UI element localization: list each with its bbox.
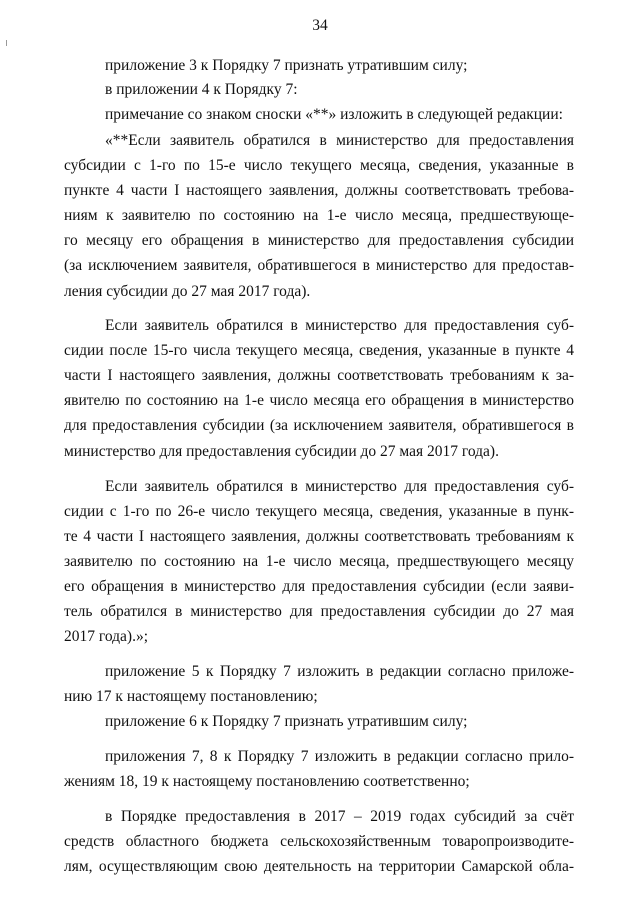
text-line: примечание со знаком сноски «**» изложить в следующей редакции:	[105, 106, 563, 123]
text-line: сидии с 1-го по 26-е число текущего месяца, сведения, указанные в пунк-	[64, 503, 574, 520]
text-line: нию 17 к настоящему постановлению;	[64, 688, 318, 705]
text-line: приложение 3 к Порядку 7 признать утратившим силу;	[105, 57, 468, 74]
text-line: для предоставления субсидии (за исключением заявителя, обратившегося в	[64, 417, 574, 434]
text-line: приложение 5 к Порядку 7 изложить в редакции согласно приложе-	[105, 663, 574, 680]
text-line: лям, осуществляющим свою деятельность на территории Самарской обла-	[64, 858, 574, 875]
text-line: явителю по состоянию на 1-е число месяца его обращения в министерство	[64, 392, 574, 409]
text-line: (за исключением заявителя, обратившегося в министерство для предостав-	[64, 257, 574, 274]
text-line: средств областного бюджета сельскохозяйственным товаропроизводите-	[64, 833, 574, 850]
text-line: Если заявитель обратился в министерство для предоставления суб-	[105, 478, 574, 495]
text-line: ниям к заявителю по состоянию на 1-е число месяца, предшествующе-	[64, 207, 574, 224]
text-line: приложение 6 к Порядку 7 признать утратившим силу;	[105, 713, 468, 730]
text-line: сидии после 15-го числа текущего месяца, сведения, указанные в пункте 4	[64, 342, 574, 359]
text-line: заявителю по состоянию на 1-е число месяца, предшествующего месяцу	[64, 553, 574, 570]
text-line: го месяцу его обращения в министерство для предоставления субсидии	[64, 232, 574, 249]
text-line: 2017 года).»;	[64, 628, 149, 645]
text-line: части I настоящего заявления, должны соответствовать требованиям к за-	[64, 367, 574, 384]
text-line: жениям 18, 19 к настоящему постановлению соответственно;	[64, 773, 470, 790]
text-line: «**Если заявитель обратился в министерство для предоставления	[105, 132, 574, 149]
text-line: те 4 части I настоящего заявления, должны соответствовать требованиям к	[64, 528, 574, 545]
text-line: в Порядке предоставления в 2017 – 2019 годах субсидий за счёт	[105, 808, 574, 825]
text-line: в приложении 4 к Порядку 7:	[105, 81, 298, 98]
text-line: Если заявитель обратился в министерство для предоставления суб-	[105, 317, 574, 334]
text-line: приложения 7, 8 к Порядку 7 изложить в редакции согласно прило-	[105, 748, 574, 765]
text-line: субсидии с 1-го по 15-е число текущего месяца, сведения, указанные в	[64, 157, 574, 174]
text-line: его обращения в министерство для предоставления субсидии (если заяви-	[64, 578, 574, 595]
text-line: ления субсидии до 27 мая 2017 года).	[64, 283, 311, 300]
text-line: тель обратился в министерство для предоставления субсидии до 27 мая	[64, 603, 574, 620]
page-number: 34	[312, 17, 328, 34]
text-line: министерство для предоставления субсидии до 27 мая 2017 года).	[64, 443, 499, 460]
text-line: пункте 4 части I настоящего заявления, должны соответствовать требова-	[64, 182, 574, 199]
